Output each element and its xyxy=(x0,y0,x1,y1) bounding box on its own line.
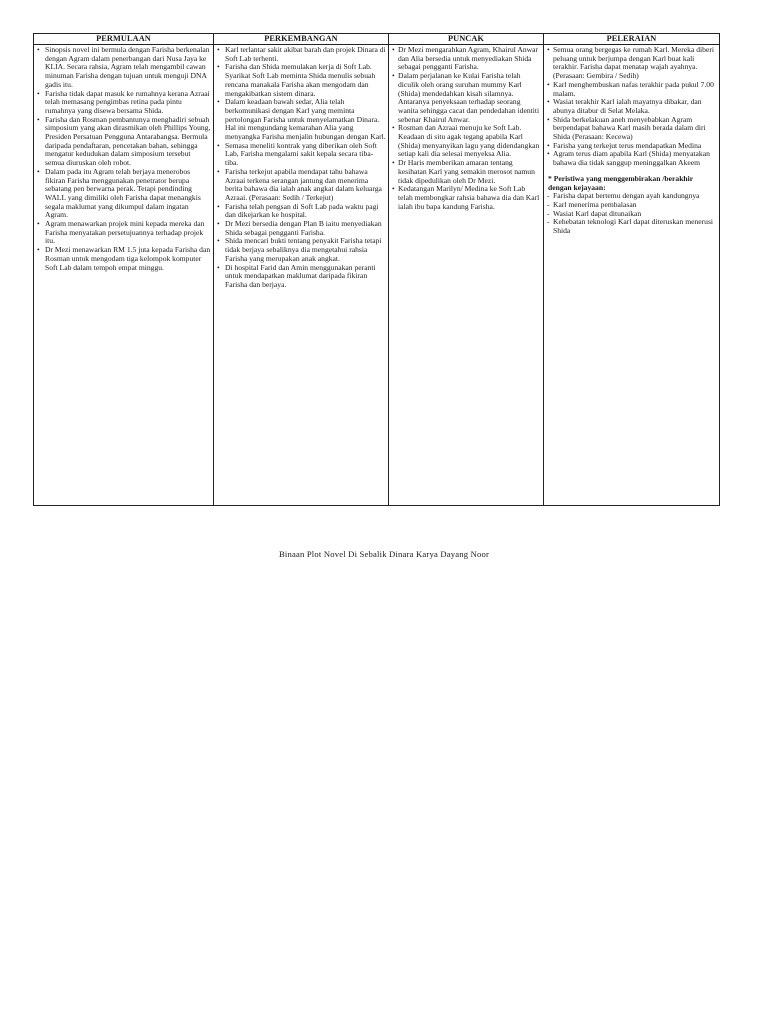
header-perkembangan: PERKEMBANGAN xyxy=(214,34,389,45)
list-item: • Farisha yang terkejut terus mendapatkan Medina xyxy=(546,142,717,151)
list-item: • Shida berkelakuan aneh menyebabkan Agram berpendapat bahawa Karl masih berada dalam diri Shida (Perasaan: Kecewa) xyxy=(546,116,717,142)
permulaan-list xyxy=(36,46,211,272)
plot-table xyxy=(33,33,720,506)
list-item: • Semasa meneliti kontrak yang diberikan oleh Soft Lab, Farisha mengalami sakit kepala secara tiba-tiba. xyxy=(216,142,386,168)
peleraian-sub-list xyxy=(546,192,717,236)
list-item: - Karl menerima pembalasan xyxy=(546,201,717,210)
list-item: • Farisha telah pengsan di Soft Lab pada waktu pagi dan dikejarkan ke hospital. xyxy=(216,203,386,220)
permulaan-cell xyxy=(34,45,214,506)
list-item: • Dr Mezi mengarahkan Agram, Khairul Anwar dan Alia bersedia untuk menyediakan Shida sebagai pengganti Farisha. xyxy=(391,46,541,72)
peleraian-sub-title: * Peristiwa yang menggembirakan /berakhir dengan kejayaan: xyxy=(548,173,693,192)
peleraian-cell xyxy=(544,45,720,506)
list-item: • Dr Mezi menawarkan RM 1.5 juta kepada Farisha dan Rosman untuk mengodam tiga kelompok komputer Soft Lab dalam tempoh empat minggu. xyxy=(36,246,211,272)
list-item: • Farisha dan Rosman pembantunya menghadiri sebuah simposium yang akan dirasmikan oleh Phillips Young, Presiden Persatuan Pengguna Antarabangsa. Bermula daripada pendaftaran, pencetakan bahan, sehingga mengatur kedudukan dalam simposium tersebut semua diuruskan oleh robot. xyxy=(36,116,211,168)
puncak-cell xyxy=(389,45,544,506)
content-row xyxy=(34,45,720,506)
list-item: • Dr Haris memberikan amaran tentang kesihatan Karl yang semakin merosot namun tidak dipedulikan oleh Dr Mezi. xyxy=(391,159,541,185)
list-item: • Farisha tidak dapat masuk ke rumahnya kerana Azraai telah memasang pengimbas retina pada pintu rumahnya yang disewa bersama Shida. xyxy=(36,90,211,116)
header-row xyxy=(34,34,720,45)
perkembangan-cell xyxy=(214,45,389,506)
list-item: • Shida mencari bukti tentang penyakit Farisha tetapi tidak berjaya sebaliknya dia mengetahui rahsia Farisha yang merupakan anak angkat. xyxy=(216,237,386,263)
list-item: - Kehebatan teknologi Karl dapat diteruskan menerusi Shida xyxy=(546,218,717,235)
list-item: • Semua orang bergegas ke rumah Karl. Mereka diberi peluang untuk berjumpa dengan Karl buat kali terakhir. Farisha dapat menatap wajah ayahnya. (Perasaan: Gembira / Sedih) xyxy=(546,46,717,81)
list-item: • Karl menghembuskan nafas terakhir pada pukul 7.00 malam. xyxy=(546,81,717,98)
header-permulaan: PERMULAAN xyxy=(34,34,214,45)
list-item: • Rosman dan Azraai menuju ke Soft Lab. Keadaan di situ agak tegang apabila Karl (Shida) menyanyikan lagu yang didendangkan setiap kali dia selesai menyeksa Alia. xyxy=(391,124,541,159)
list-item: • Dalam pada itu Agram telah berjaya menerobos fikiran Farisha menggunakan penetrator berupa sebatang pen berwarna perak. Tetapi pendinding WALL yang dimiliki oleh Farisha dapat menangkis segala maklumat yang dikumpul dalam ingatan Agram. xyxy=(36,168,211,220)
list-item: - Farisha dapat bertemu dengan ayah kandungnya xyxy=(546,192,717,201)
list-item: • Dalam perjalanan ke Kulai Farisha telah diculik oleh orang suruhan mummy Karl (Shida) mendedahkan kisah silamnya. Antaranya penyeksaan terhadap seorang wanita sehingga cacat dan pendedahan identiti sebenar Khairul Anwar. xyxy=(391,72,541,124)
list-item: • Agram terus diam apabila Karl (Shida) menyatakan bahawa dia tidak sanggup meninggalkan Akeem xyxy=(546,150,717,167)
list-item: • Agram menawarkan projek mini kepada mereka dan Farisha menyatakan persetujuannya terhadap projek itu. xyxy=(36,220,211,246)
list-item: • Dr Mezi bersedia dengan Plan B iaitu menyediakan Shida sebagai pengganti Farisha. xyxy=(216,220,386,237)
header-peleraian: PELERAIAN xyxy=(544,34,720,45)
puncak-list xyxy=(391,46,541,211)
list-item: - Wasiat Karl dapat ditunaikan xyxy=(546,210,717,219)
list-item: • Sinopsis novel ini bermula dengan Farisha berkenalan dengan Agram dalam penerbangan dari Nusa Jaya ke KLIA. Secara rahsia, Agram telah mengambil cawan minuman Farisha dengan tujuan untuk menguji DNA gadis itu. xyxy=(36,46,211,90)
list-item: • Karl terlantar sakit akibat barah dan projek Dinara di Soft Lab terhenti. xyxy=(216,46,386,63)
header-puncak: PUNCAK xyxy=(389,34,544,45)
page-caption: Binaan Plot Novel Di Sebalik Dinara Karya Dayang Noor xyxy=(278,549,490,559)
list-item: • Farisha terkejut apabila mendapat tahu bahawa Azraai terkena serangan jantung dan menerima berita bahawa dia ialah anak angkat dalam keluarga Azraai. (Perasaan: Sedih / Terkejut) xyxy=(216,168,386,203)
perkembangan-list xyxy=(216,46,386,290)
list-item: • Wasiat terakhir Karl ialah mayatnya dibakar, dan abunya ditabur di Selat Melaka. xyxy=(546,98,717,115)
list-item: • Kedatangan Marilyn/ Medina ke Soft Lab telah membongkar rahsia bahawa dia dan Karl ialah ibu bapa kandung Farisha. xyxy=(391,185,541,211)
peleraian-list xyxy=(546,46,717,168)
list-item: • Farisha dan Shida memulakan kerja di Soft Lab. Syarikat Soft Lab meminta Shida menulis sebuah rencana manakala Farisha akan mengodam dan mengakibatkan sistem dinara. xyxy=(216,63,386,98)
list-item: • Dalam keadaan bawah sedar, Alia telah berkomunikasi dengan Karl yang meminta pertolongan Farisha untuk menyelamatkan Dinara. Hal ini mengundang kemarahan Alia yang menyangka Farisha menjalin hubungan dengan Karl. xyxy=(216,98,386,142)
list-item: • Di hospital Farid dan Amin menggunakan peranti untuk mendapatkan maklumat daripada fikiran Farisha dan berjaya. xyxy=(216,264,386,290)
